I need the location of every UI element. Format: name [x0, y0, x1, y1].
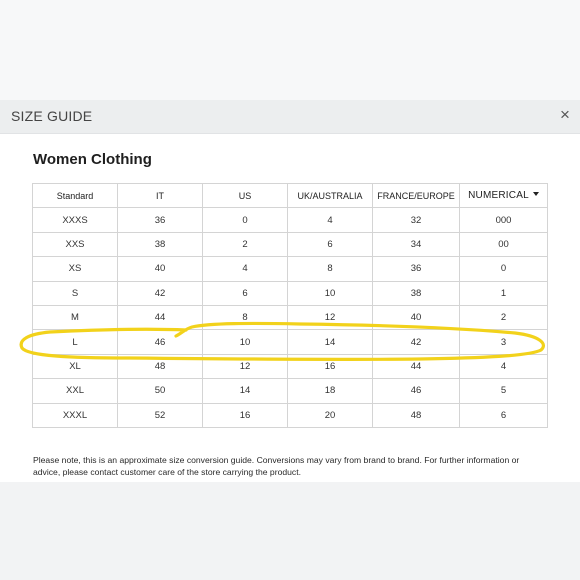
cell-france-europe: 36 [373, 257, 460, 281]
close-icon[interactable]: × [560, 105, 570, 124]
cell-france-europe: 40 [373, 305, 460, 329]
cell-us: 10 [203, 330, 288, 354]
cell-numerical: 6 [460, 403, 548, 427]
cell-us: 2 [203, 232, 288, 256]
cell-uk-australia: 4 [288, 208, 373, 232]
cell-uk-australia: 12 [288, 305, 373, 329]
size-guide-modal [0, 100, 580, 482]
cell-standard: XXXS [33, 208, 118, 232]
cell-us: 12 [203, 354, 288, 378]
header-standard: Standard [33, 184, 118, 208]
header-us: US [203, 184, 288, 208]
header-france-europe: FRANCE/EUROPE [373, 184, 460, 208]
disclaimer-note: Please note, this is an approximate size conversion guide. Conversions may vary from brand to brand. For further information or advice, please contact customer care of the store carrying the product. [33, 455, 520, 477]
cell-standard: XXL [33, 379, 118, 403]
cell-numerical: 00 [460, 232, 548, 256]
table-row [33, 257, 548, 281]
section-title: Women Clothing [33, 151, 152, 168]
cell-it: 44 [118, 305, 203, 329]
cell-france-europe: 44 [373, 354, 460, 378]
table-header-row [33, 184, 548, 208]
table-row [33, 232, 548, 256]
cell-us: 6 [203, 281, 288, 305]
table-row [33, 208, 548, 232]
cell-standard: M [33, 305, 118, 329]
table-row [33, 281, 548, 305]
cell-it: 50 [118, 379, 203, 403]
cell-france-europe: 38 [373, 281, 460, 305]
table-row [33, 379, 548, 403]
cell-it: 48 [118, 354, 203, 378]
cell-standard: XXS [33, 232, 118, 256]
cell-uk-australia: 18 [288, 379, 373, 403]
cell-uk-australia: 8 [288, 257, 373, 281]
cell-uk-australia: 20 [288, 403, 373, 427]
cell-standard: XXXL [33, 403, 118, 427]
header-numerical-dropdown[interactable] [460, 184, 548, 208]
cell-numerical: 4 [460, 354, 548, 378]
page-background-bottom [0, 482, 580, 580]
page-background-top [0, 0, 580, 100]
table-row [33, 403, 548, 427]
cell-it: 42 [118, 281, 203, 305]
cell-france-europe: 42 [373, 330, 460, 354]
table-row [33, 305, 548, 329]
cell-numerical: 000 [460, 208, 548, 232]
cell-numerical: 3 [460, 330, 548, 354]
cell-france-europe: 34 [373, 232, 460, 256]
cell-numerical: 0 [460, 257, 548, 281]
header-uk-australia: UK/AUSTRALIA [288, 184, 373, 208]
header-numerical-label: NUMERICAL [468, 190, 529, 202]
header-it: IT [118, 184, 203, 208]
table-row [33, 330, 548, 354]
cell-us: 16 [203, 403, 288, 427]
cell-france-europe: 32 [373, 208, 460, 232]
caret-down-icon [533, 192, 539, 196]
cell-standard: XS [33, 257, 118, 281]
cell-uk-australia: 14 [288, 330, 373, 354]
cell-standard: L [33, 330, 118, 354]
cell-uk-australia: 6 [288, 232, 373, 256]
cell-it: 46 [118, 330, 203, 354]
table-row [33, 354, 548, 378]
cell-uk-australia: 16 [288, 354, 373, 378]
cell-standard: XL [33, 354, 118, 378]
cell-it: 40 [118, 257, 203, 281]
cell-it: 36 [118, 208, 203, 232]
modal-header [0, 100, 580, 134]
cell-numerical: 1 [460, 281, 548, 305]
cell-numerical: 2 [460, 305, 548, 329]
cell-us: 0 [203, 208, 288, 232]
cell-france-europe: 48 [373, 403, 460, 427]
cell-us: 8 [203, 305, 288, 329]
cell-it: 52 [118, 403, 203, 427]
cell-us: 4 [203, 257, 288, 281]
cell-it: 38 [118, 232, 203, 256]
modal-title: SIZE GUIDE [11, 108, 93, 124]
size-table [32, 183, 548, 428]
cell-us: 14 [203, 379, 288, 403]
cell-standard: S [33, 281, 118, 305]
cell-numerical: 5 [460, 379, 548, 403]
cell-uk-australia: 10 [288, 281, 373, 305]
cell-france-europe: 46 [373, 379, 460, 403]
